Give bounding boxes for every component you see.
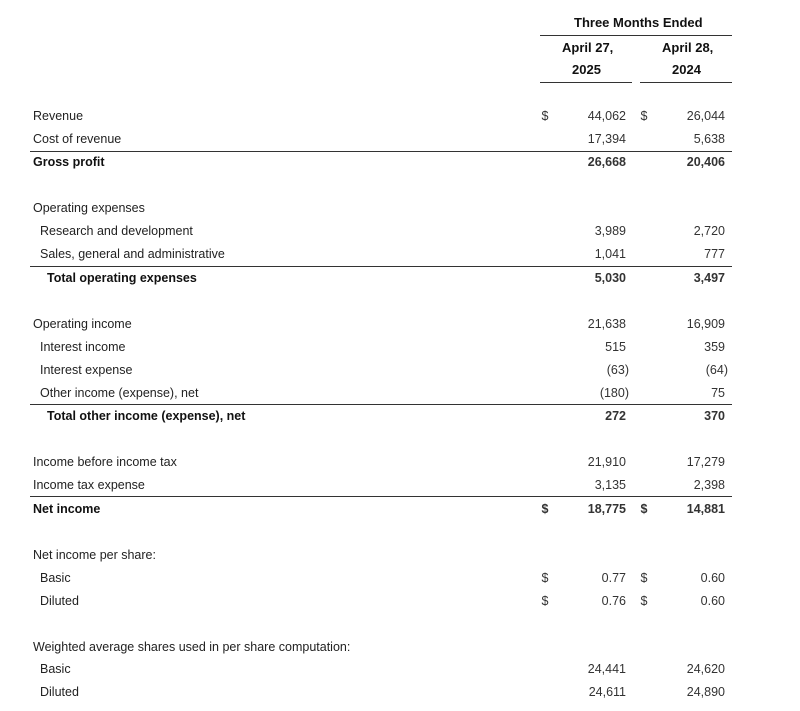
- income-tax-label: Income tax expense: [33, 478, 145, 492]
- dollar-sign: $: [640, 594, 648, 608]
- sga-2025: 1,041: [594, 247, 626, 261]
- total-opex-label: Total operating expenses: [47, 271, 197, 285]
- sga-label: Sales, general and administrative: [40, 247, 225, 261]
- interest-expense-2024: (64): [705, 363, 728, 377]
- dollar-sign: $: [541, 502, 549, 516]
- cost-of-revenue-2024: 5,638: [693, 132, 725, 146]
- eps-basic-2024: 0.60: [700, 571, 725, 585]
- dollar-sign: $: [541, 594, 549, 608]
- rnd-2024: 2,720: [693, 224, 725, 238]
- other-income-2025: (180): [599, 386, 629, 400]
- net-income-label: Net income: [33, 502, 101, 516]
- net-income-2024: 14,881: [686, 502, 725, 516]
- gross-profit-2025: 26,668: [587, 155, 626, 169]
- total-other-label: Total other income (expense), net: [47, 409, 246, 423]
- eps-heading: Net income per share:: [33, 548, 156, 562]
- total-other-2025: 272: [605, 409, 626, 423]
- eps-diluted-label: Diluted: [40, 594, 79, 608]
- sga-2024: 777: [704, 247, 725, 261]
- eps-basic-2025: 0.77: [601, 571, 626, 585]
- eps-basic-label: Basic: [40, 571, 71, 585]
- col-2024-date: April 28,: [662, 40, 714, 55]
- income-before-tax-2024: 17,279: [686, 455, 725, 469]
- operating-income-2025: 21,638: [587, 317, 626, 331]
- revenue-2025: 44,062: [587, 109, 626, 123]
- shares-basic-2024: 24,620: [686, 662, 725, 676]
- shares-heading: Weighted average shares used in per share computation:: [33, 640, 351, 654]
- col-2025-date: April 27,: [562, 40, 614, 55]
- interest-expense-label: Interest expense: [40, 363, 133, 377]
- rnd-2025: 3,989: [594, 224, 626, 238]
- income-before-tax-label: Income before income tax: [33, 455, 177, 469]
- shares-basic-2025: 24,441: [587, 662, 626, 676]
- operating-income-label: Operating income: [33, 317, 132, 331]
- dollar-sign: $: [541, 571, 549, 585]
- net-income-2025: 18,775: [587, 502, 626, 516]
- eps-diluted-2025: 0.76: [601, 594, 626, 608]
- header-col2-underline: [640, 82, 732, 83]
- total-other-rule: [30, 404, 732, 405]
- operating-income-2024: 16,909: [686, 317, 725, 331]
- interest-expense-2025: (63): [606, 363, 629, 377]
- dollar-sign: $: [541, 109, 549, 123]
- dollar-sign: $: [640, 502, 648, 516]
- interest-income-2024: 359: [704, 340, 725, 354]
- income-tax-2024: 2,398: [693, 478, 725, 492]
- gross-profit-label: Gross profit: [33, 155, 105, 169]
- eps-diluted-2024: 0.60: [700, 594, 725, 608]
- gross-profit-2024: 20,406: [686, 155, 725, 169]
- interest-income-label: Interest income: [40, 340, 126, 354]
- operating-expenses-heading: Operating expenses: [33, 201, 145, 215]
- revenue-label: Revenue: [33, 109, 84, 123]
- shares-diluted-label: Diluted: [40, 685, 79, 699]
- total-other-2024: 370: [704, 409, 725, 423]
- rnd-label: Research and development: [40, 224, 193, 238]
- shares-diluted-2025: 24,611: [588, 685, 626, 699]
- header-col1-underline: [540, 82, 632, 83]
- dollar-sign: $: [640, 571, 648, 585]
- period-header: Three Months Ended: [574, 15, 703, 30]
- shares-basic-label: Basic: [40, 662, 71, 676]
- header-rule: [540, 35, 732, 36]
- total-opex-2024: 3,497: [693, 271, 725, 285]
- gross-profit-rule: [30, 151, 732, 152]
- total-opex-2025: 5,030: [594, 271, 626, 285]
- col-2024-year: 2024: [672, 62, 701, 77]
- dollar-sign: $: [640, 109, 648, 123]
- income-tax-2025: 3,135: [594, 478, 626, 492]
- shares-diluted-2024: 24,890: [686, 685, 725, 699]
- col-2025-year: 2025: [572, 62, 601, 77]
- other-income-2024: 75: [711, 386, 725, 400]
- total-opex-rule: [30, 266, 732, 267]
- net-income-rule: [30, 496, 732, 497]
- interest-income-2025: 515: [605, 340, 626, 354]
- cost-of-revenue-2025: 17,394: [587, 132, 626, 146]
- other-income-label: Other income (expense), net: [40, 386, 199, 400]
- revenue-2024: 26,044: [686, 109, 725, 123]
- cost-of-revenue-label: Cost of revenue: [33, 132, 122, 146]
- income-before-tax-2025: 21,910: [587, 455, 626, 469]
